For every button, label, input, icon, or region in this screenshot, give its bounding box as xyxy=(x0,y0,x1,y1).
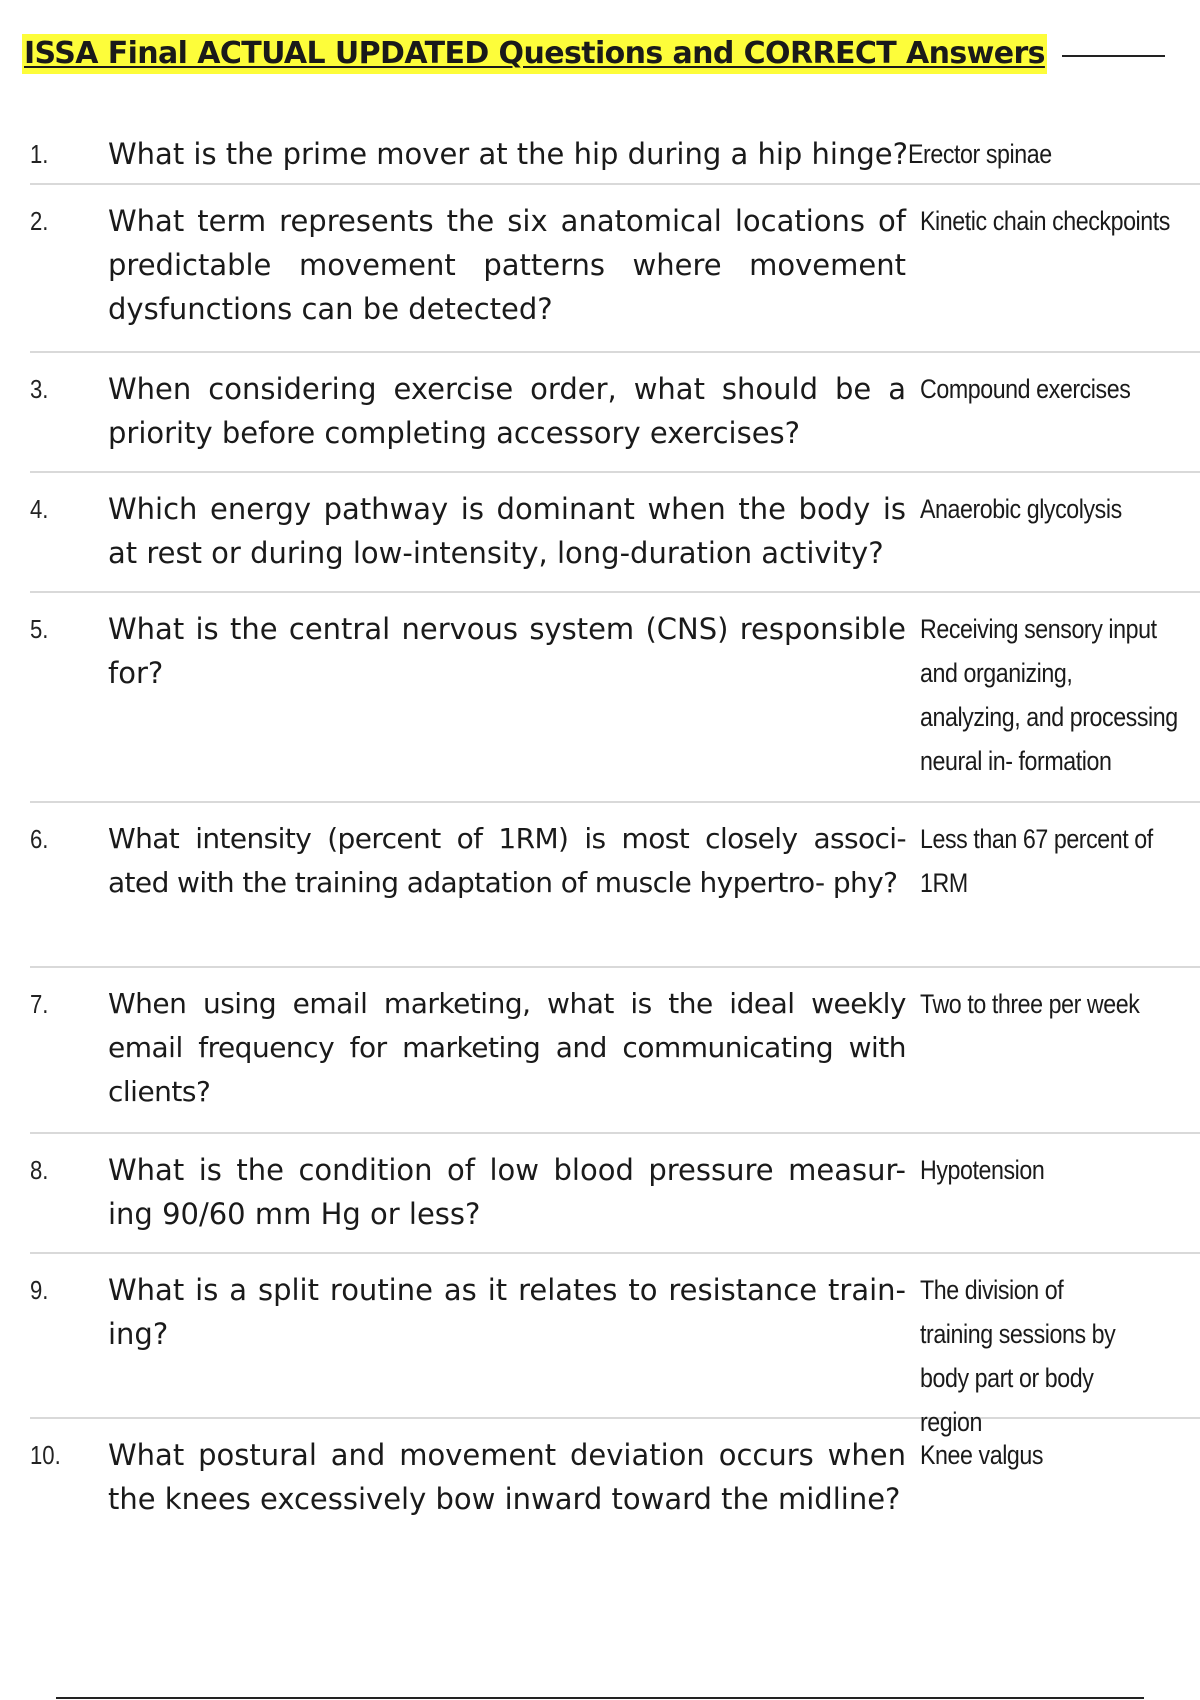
answer-label: Two to three per week xyxy=(920,989,1140,1019)
qa-item xyxy=(30,803,1200,968)
qa-list xyxy=(30,118,1200,1543)
question-number: 7. xyxy=(30,989,49,1019)
answer-label: Hypotension xyxy=(920,1155,1045,1185)
qa-item xyxy=(30,353,1200,473)
answer-text xyxy=(920,1433,1200,1477)
question-text: What is the prime mover at the hip during a hip hinge? xyxy=(108,137,908,171)
answer-label: Knee valgus xyxy=(920,1440,1044,1470)
answer-label: Kinetic chain checkpoints xyxy=(920,206,1170,236)
question-text: What is the condition of low blood pressure measur- ing 90/60 mm Hg or less? xyxy=(108,1153,906,1231)
question-number: 5. xyxy=(30,614,49,644)
question-number: 9. xyxy=(30,1275,49,1305)
qa-item xyxy=(30,968,1200,1134)
qa-item xyxy=(30,1134,1200,1254)
qa-item xyxy=(30,185,1200,353)
answer-text xyxy=(920,982,1200,1026)
question-number: 3. xyxy=(30,374,49,404)
question-text: Which energy pathway is dominant when the body is at rest or during low-intensity, long-duration activity? xyxy=(108,492,906,570)
qa-item xyxy=(30,118,1200,185)
answer-text xyxy=(920,487,1200,531)
answer-label: Erector spinae xyxy=(908,139,1052,169)
question-number: 8. xyxy=(30,1155,49,1185)
question-number: 2. xyxy=(30,206,49,236)
qa-item xyxy=(30,473,1200,593)
answer-text xyxy=(920,1268,1200,1444)
answer-text xyxy=(920,817,1200,905)
question-text: What postural and movement deviation occurs when the knees excessively bow inward toward the midline? xyxy=(108,1438,906,1516)
document-title: ISSA Final ACTUAL UPDATED Questions and CORRECT Answers xyxy=(22,34,1047,74)
answer-text xyxy=(920,367,1200,411)
question-text: When considering exercise order, what should be a priority before completing accessory exercises? xyxy=(108,372,906,450)
answer-label: The division of training sessions by body part or body region xyxy=(920,1275,1116,1437)
title-row xyxy=(22,34,1142,78)
question-text: When using email marketing, what is the ideal weekly email frequency for marketing and communicating with clients? xyxy=(108,987,906,1108)
qa-item xyxy=(30,593,1200,803)
qa-item xyxy=(30,1254,1200,1437)
question-text: What term represents the six anatomical locations of predictable movement patterns where movement dysfunctions can be detected? xyxy=(108,204,906,326)
qa-item xyxy=(30,1419,1200,1543)
answer-label: Receiving sensory input and organizing, analyzing, and processing neural in- formation xyxy=(920,614,1178,776)
answer-label: Compound exercises xyxy=(920,374,1131,404)
question-text: What intensity (percent of 1RM) is most closely associ- ated with the training adaptation of muscle hypertro- phy? xyxy=(108,822,906,899)
title-rule xyxy=(1062,55,1165,57)
question-number: 10. xyxy=(30,1440,61,1470)
answer-label: Anaerobic glycolysis xyxy=(920,494,1122,524)
question-number: 6. xyxy=(30,824,49,854)
question-text: What is a split routine as it relates to resistance train- ing? xyxy=(108,1273,906,1351)
answer-text xyxy=(908,132,1200,176)
question-text: What is the central nervous system (CNS) responsible for? xyxy=(108,612,906,690)
footer-rule xyxy=(56,1697,1144,1699)
answer-text xyxy=(920,1148,1200,1192)
answer-text xyxy=(920,199,1200,243)
answer-text xyxy=(920,607,1200,783)
answer-label: Less than 67 percent of 1RM xyxy=(920,824,1153,898)
question-number: 4. xyxy=(30,494,49,524)
question-number: 1. xyxy=(30,139,49,169)
